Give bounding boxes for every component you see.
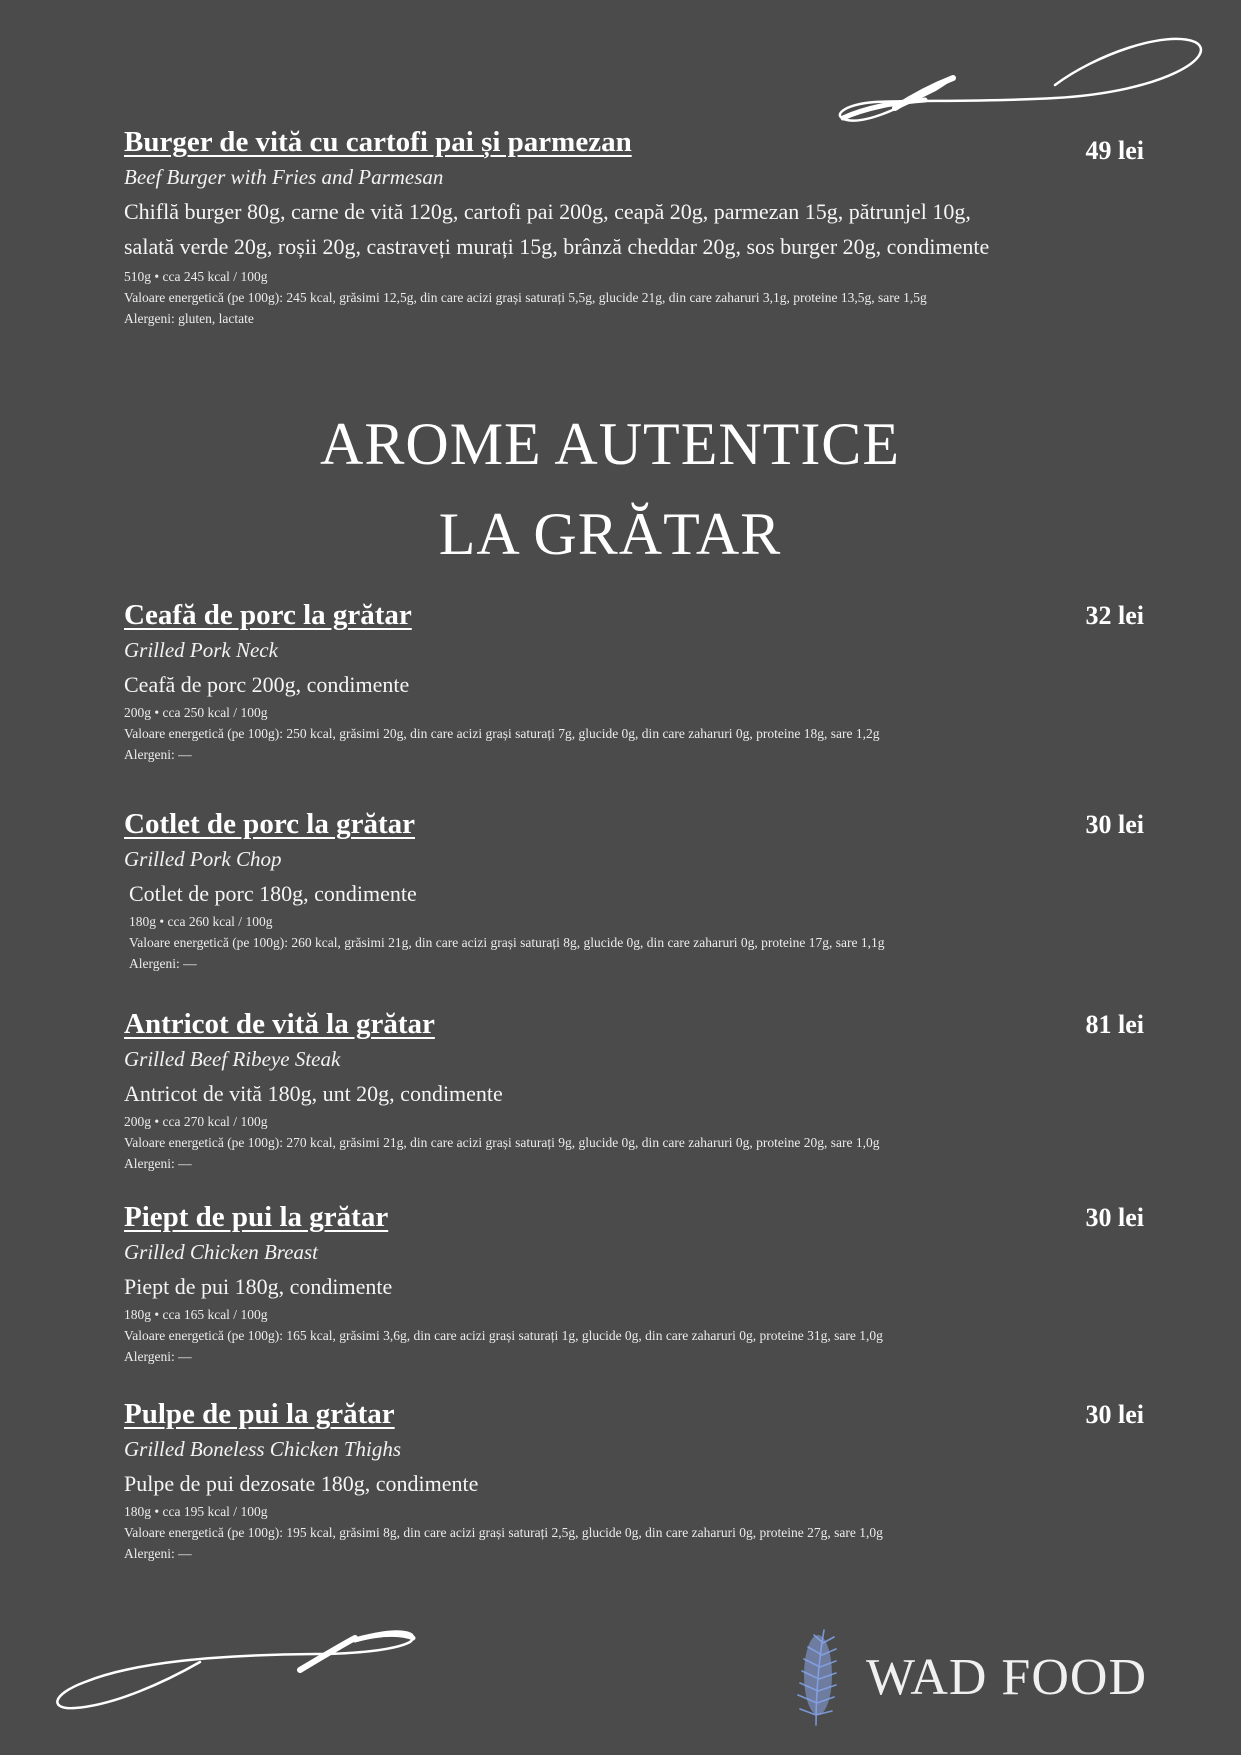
swash-icon	[835, 30, 1205, 130]
item-english-name: Grilled Chicken Breast	[124, 1240, 319, 1264]
item-ingredients: Ceafă de porc 200g, condimente	[124, 672, 410, 697]
item-price: 30 lei	[1085, 810, 1144, 839]
item-title: Pulpe de pui la grătar	[124, 1398, 395, 1430]
item-english-name: Grilled Beef Ribeye Steak	[124, 1047, 341, 1071]
section-title-line1: AROME AUTENTICE	[320, 411, 900, 477]
brand-logo	[790, 1625, 1147, 1730]
item-title: Cotlet de porc la grătar	[124, 808, 415, 840]
item-nutrition: Valoare energetică (pe 100g): 260 kcal, grăsimi 21g, din care acizi grași saturați 8g, glucide 0g, din care zaharuri 0g, proteine 17g, sare 1,1g	[129, 935, 885, 950]
item-price: 30 lei	[1085, 1203, 1144, 1232]
item-weight: 180g • cca 165 kcal / 100g	[124, 1307, 268, 1322]
item-nutrition: Valoare energetică (pe 100g): 195 kcal, grăsimi 8g, din care acizi grași saturați 2,5g, glucide 0g, din care zaharuri 0g, proteine 27g, sare 1,0g	[124, 1525, 883, 1540]
item-title: Antricot de vită la grătar	[124, 1008, 435, 1040]
swash-icon	[55, 1620, 425, 1720]
item-allergens: Alergeni: —	[124, 747, 192, 762]
item-allergens: Alergeni: —	[129, 956, 197, 971]
item-weight: 200g • cca 250 kcal / 100g	[124, 705, 268, 720]
menu-item-antricot	[124, 1006, 1144, 1174]
item-title: Burger de vită cu cartofi pai și parmezan	[124, 126, 632, 158]
item-title: Ceafă de porc la grătar	[124, 599, 412, 631]
item-nutrition: Valoare energetică (pe 100g): 245 kcal, grăsimi 12,5g, din care acizi grași saturați 5,5g, glucide 21g, din care zaharuri 3,1g, proteine 13,5g, sare 1,5g	[124, 290, 927, 305]
item-ingredients: Cotlet de porc 180g, condimente	[129, 881, 417, 906]
item-allergens: Alergeni: gluten, lactate	[124, 311, 254, 326]
menu-item-burger	[124, 124, 1144, 329]
brand-name: WAD FOOD	[866, 1649, 1147, 1706]
item-weight: 180g • cca 195 kcal / 100g	[124, 1504, 268, 1519]
item-price: 81 lei	[1085, 1010, 1144, 1039]
flourish-bottom-decoration	[55, 1620, 425, 1720]
item-nutrition: Valoare energetică (pe 100g): 250 kcal, grăsimi 20g, din care acizi grași saturați 7g, glucide 0g, din care zaharuri 0g, proteine 18g, sare 1,2g	[124, 726, 880, 741]
item-price: 30 lei	[1085, 1400, 1144, 1429]
item-english-name: Grilled Pork Neck	[124, 638, 278, 662]
section-title-line2: LA GRĂTAR	[438, 501, 782, 567]
item-english-name: Grilled Boneless Chicken Thighs	[124, 1437, 402, 1461]
item-english-name: Beef Burger with Fries and Parmesan	[124, 165, 444, 189]
item-price: 32 lei	[1085, 601, 1144, 630]
item-nutrition: Valoare energetică (pe 100g): 270 kcal, grăsimi 21g, din care acizi grași saturați 9g, glucide 0g, din care zaharuri 0g, proteine 20g, sare 1,0g	[124, 1135, 880, 1150]
item-ingredients: Antricot de vită 180g, unt 20g, condimente	[124, 1081, 503, 1106]
menu-item-pulpe-pui	[124, 1396, 1144, 1564]
item-allergens: Alergeni: —	[124, 1156, 192, 1171]
item-allergens: Alergeni: —	[124, 1349, 192, 1364]
item-ingredients: Chiflă burger 80g, carne de vită 120g, cartofi pai 200g, ceapă 20g, parmezan 15g, pătrunjel 10g, salată verde 20g, roșii 20g, castraveți murați 15g, brânză cheddar 20g, sos burger 20g, condimente	[124, 199, 990, 259]
item-title: Piept de pui la grătar	[124, 1201, 389, 1233]
menu-item-ceafa	[124, 597, 1144, 765]
item-ingredients: Piept de pui 180g, condimente	[124, 1274, 393, 1299]
herb-sprig-icon	[790, 1625, 846, 1730]
item-nutrition: Valoare energetică (pe 100g): 165 kcal, grăsimi 3,6g, din care acizi grași saturați 1g, glucide 0g, din care zaharuri 0g, proteine 31g, sare 1,0g	[124, 1328, 883, 1343]
item-weight: 180g • cca 260 kcal / 100g	[129, 914, 273, 929]
menu-item-piept-pui	[124, 1199, 1144, 1367]
item-weight: 510g • cca 245 kcal / 100g	[124, 269, 268, 284]
item-english-name: Grilled Pork Chop	[124, 847, 282, 871]
item-weight: 200g • cca 270 kcal / 100g	[124, 1114, 268, 1129]
menu-item-cotlet	[124, 806, 1144, 974]
item-price: 49 lei	[1085, 136, 1144, 165]
item-allergens: Alergeni: —	[124, 1546, 192, 1561]
item-ingredients: Pulpe de pui dezosate 180g, condimente	[124, 1471, 479, 1496]
flourish-top-decoration	[835, 30, 1205, 130]
